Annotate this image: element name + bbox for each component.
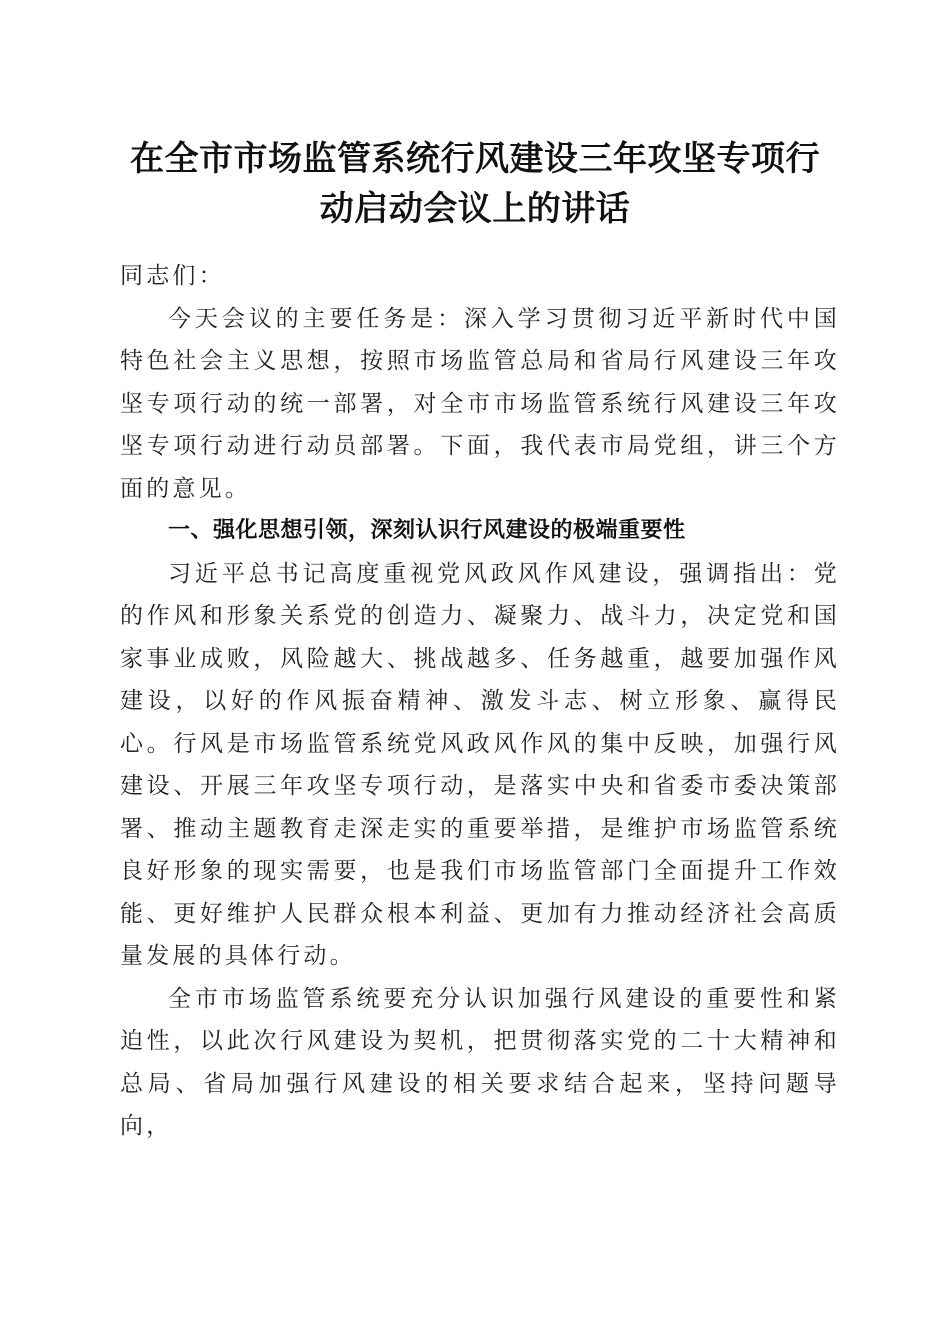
title-line-2: 动启动会议上的讲话 bbox=[319, 189, 631, 229]
document-body bbox=[120, 255, 840, 1148]
document-title bbox=[100, 134, 850, 234]
title-line-1: 在全市市场监管系统行风建设三年攻坚专项行 bbox=[130, 139, 820, 179]
paragraph-section-1b: 全市市场监管系统要充分认识加强行风建设的重要性和紧迫性，以此次行风建设为契机，把贯彻落实党的二十大精神和总局、省局加强行风建设的相关要求结合起来，坚持问题导向， bbox=[120, 985, 840, 1139]
section-heading-1: 一、强化思想引领，深刻认识行风建设的极端重要性 bbox=[168, 518, 686, 543]
paragraph-intro: 今天会议的主要任务是：深入学习贯彻习近平新时代中国特色社会主义思想，按照市场监管总局和省局行风建设三年攻坚专项行动的统一部署，对全市市场监管系统行风建设三年攻坚专项行动进行动员部署。下面，我代表市局党组，讲三个方面的意见。 bbox=[120, 305, 840, 502]
salutation: 同志们： bbox=[120, 263, 225, 289]
paragraph-section-1a: 习近平总书记高度重视党风政风作风建设，强调指出：党的作风和形象关系党的创造力、凝聚力、战斗力，决定党和国家事业成败，风险越大、挑战越多、任务越重，越要加强作风建设，以好的作风振奋精神、激发斗志、树立形象、赢得民心。行风是市场监管系统党风政风作风的集中反映，加强行风建设、开展三年攻坚专项行动，是落实中央和省委市委决策部署、推动主题教育走深走实的重要举措，是维护市场监管系统良好形象的现实需要，也是我们市场监管部门全面提升工作效能、更好维护人民群众根本利益、更加有力推动经济社会高质量发展的具体行动。 bbox=[120, 560, 840, 969]
